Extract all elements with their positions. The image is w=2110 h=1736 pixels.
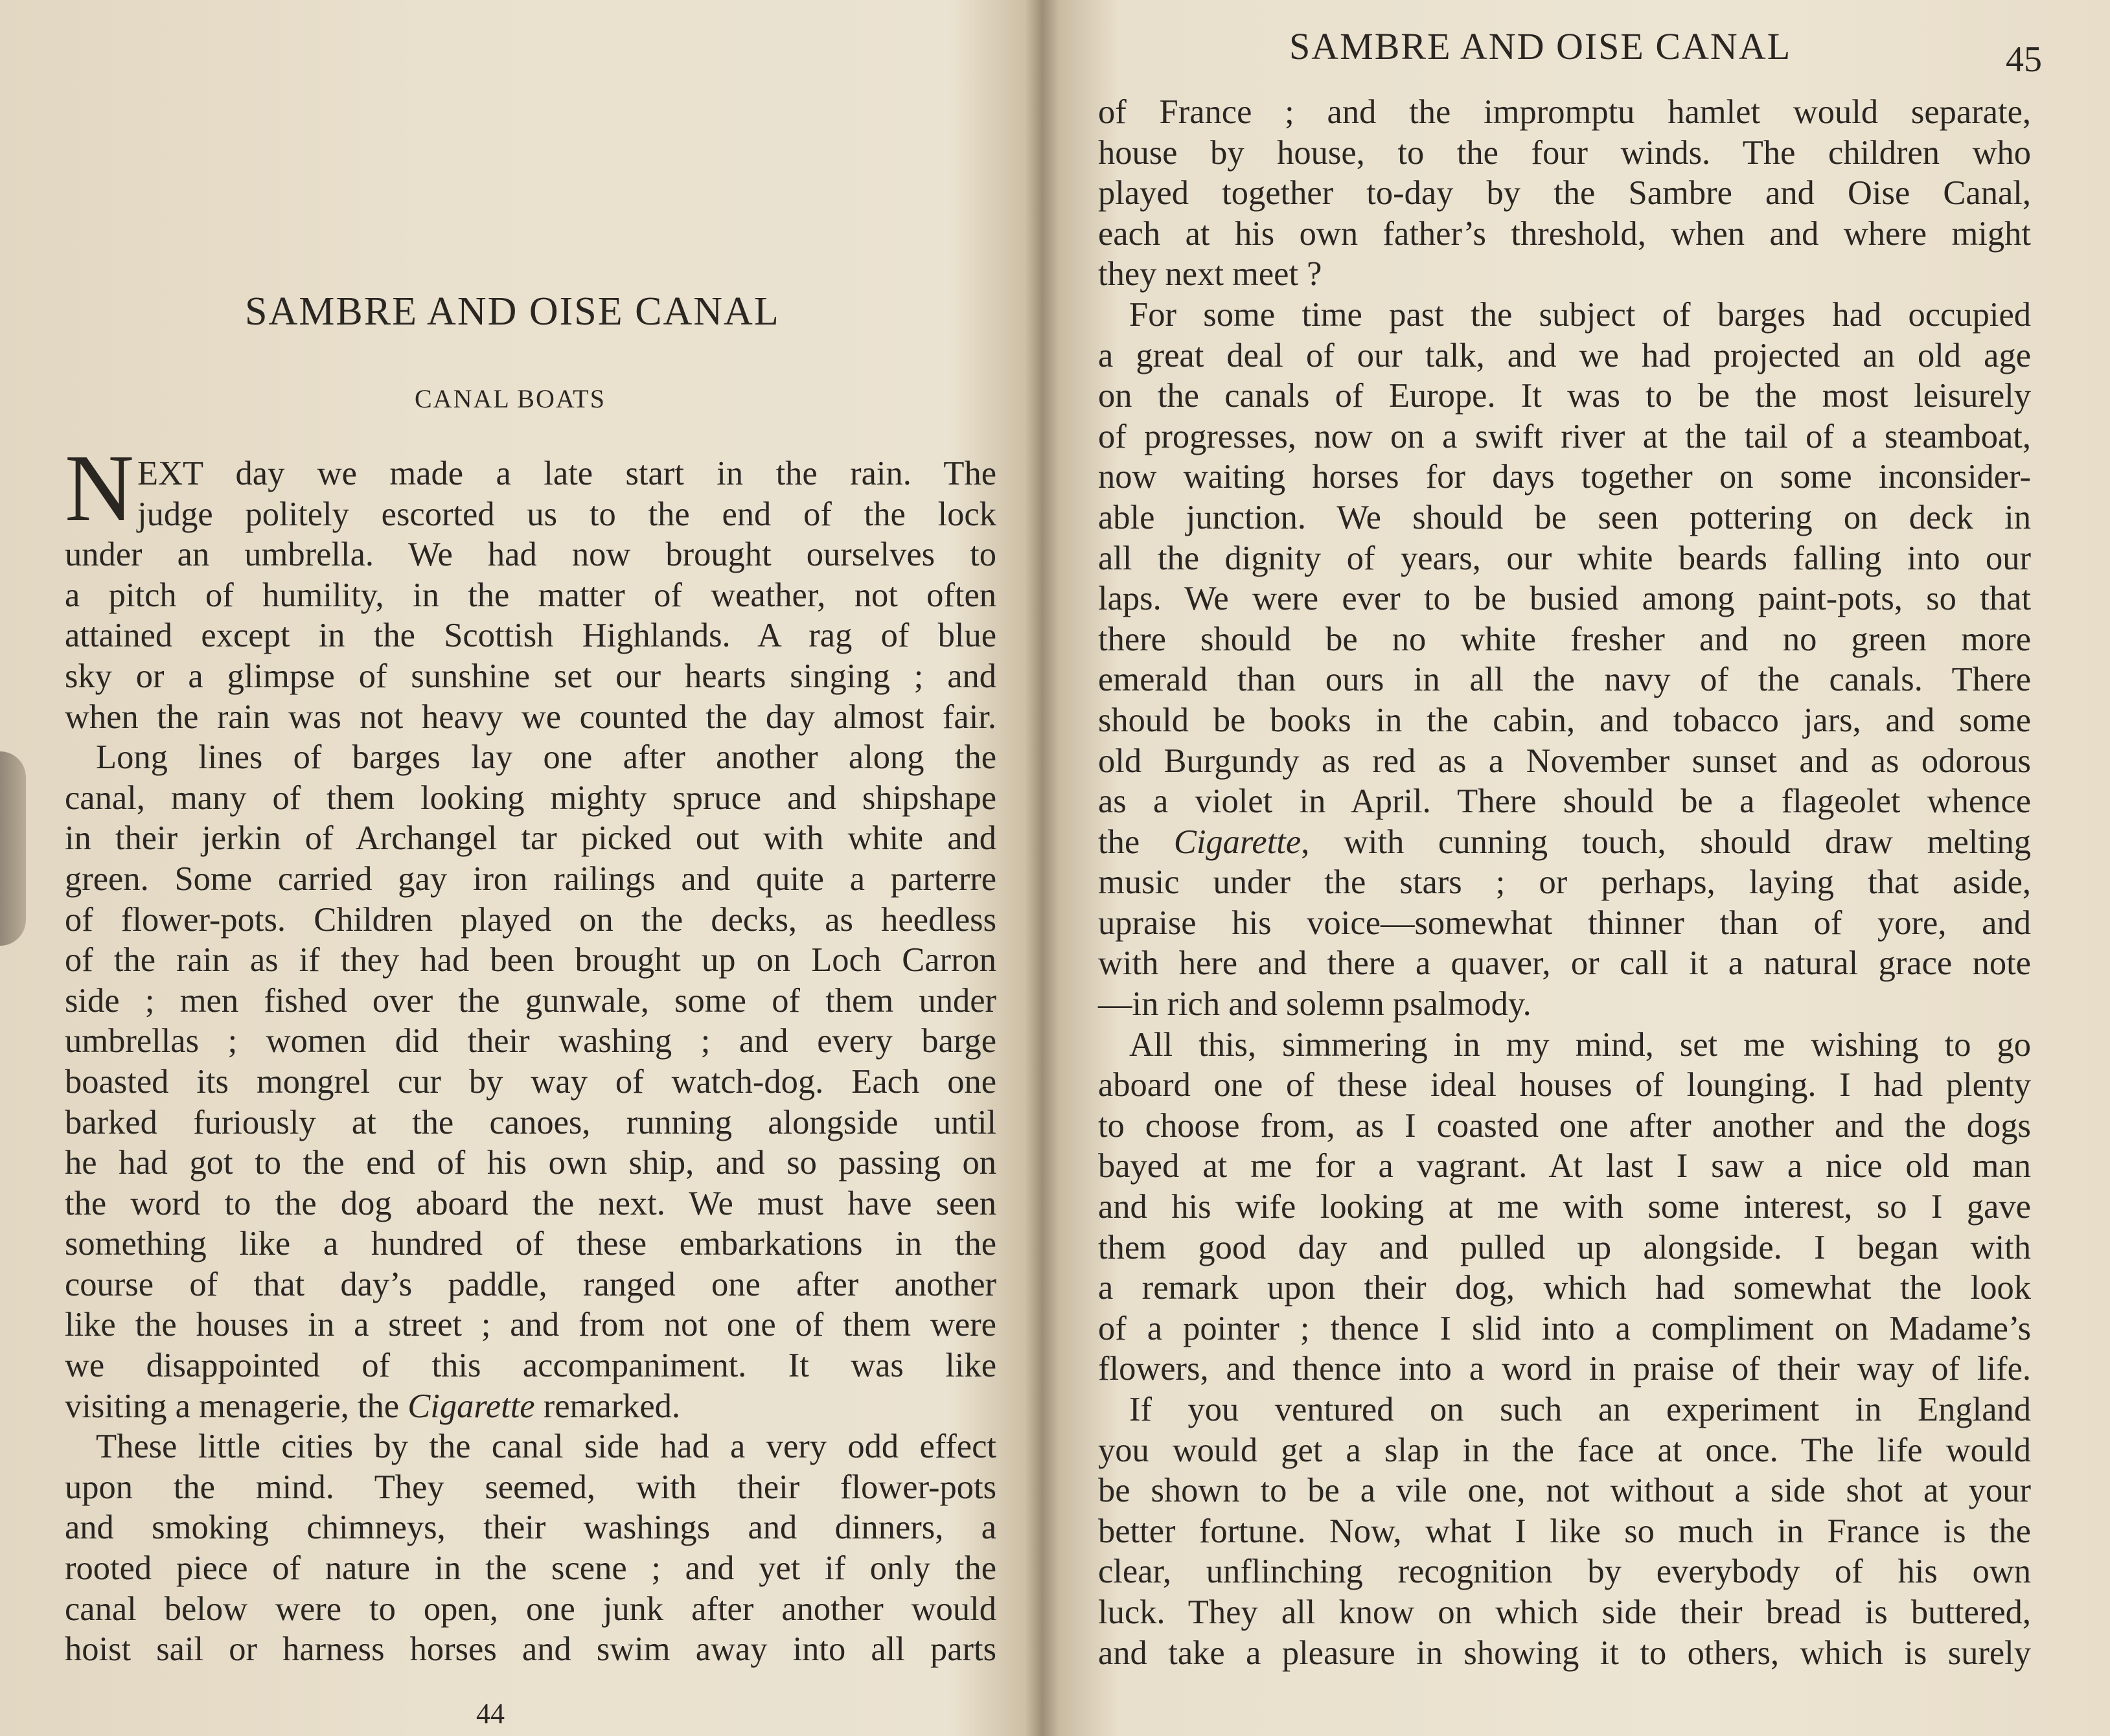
text-line: —in rich and solemn psalmody. <box>1098 985 1531 1023</box>
text-line: emerald than ours in all the navy of the canals. There <box>1098 661 2031 699</box>
text-line: For some time past the subject of barges had occupied <box>1129 295 2031 334</box>
page-number: 45 <box>2006 40 2042 80</box>
text-line: laps. We were ever to be busied among paint-pots, so that <box>1098 580 2031 618</box>
text-line: of flower-pots. Children played on the decks, as heedless <box>65 900 996 939</box>
text-fragment: visiting a menagerie, the <box>65 1387 408 1425</box>
text-line: and smoking chimneys, their washings and dinners, a <box>65 1509 996 1547</box>
right-page-body <box>1098 92 2031 1673</box>
text-line: of France ; and the impromptu hamlet would separate, <box>1098 93 2031 131</box>
text-line: the word to the dog aboard the next. We must have seen <box>65 1184 996 1222</box>
text-line: upon the mind. They seemed, with their flower-pots <box>65 1468 996 1506</box>
text-line: umbrellas ; women did their washing ; and every barge <box>65 1022 996 1060</box>
text-line: like the houses in a street ; and from not one of them were <box>65 1306 996 1344</box>
italic-boat-name: Cigarette <box>407 1387 535 1425</box>
text-line: canal, many of them looking mighty spruce and shipshape <box>65 779 996 817</box>
text-line: there should be no white fresher and no green more <box>1098 620 2031 658</box>
text-line: Long lines of barges lay one after another along the <box>96 738 996 777</box>
text-line: of progresses, now on a swift river at the tail of a steamboat, <box>1098 417 2031 455</box>
left-page <box>0 0 1043 1736</box>
text-line: in their jerkin of Archangel tar picked out with white and <box>65 819 996 858</box>
left-page-body <box>65 435 996 1670</box>
section-title: CANAL BOATS <box>415 384 606 413</box>
text-line: you would get a slap in the face at once. The life would <box>1098 1431 2031 1469</box>
text-line: a great deal of our talk, and we had projected an old age <box>1098 336 2031 374</box>
text-line: and his wife looking at me with some interest, so I gave <box>1098 1188 2031 1226</box>
right-page <box>1069 0 2110 1736</box>
text-line <box>65 1386 996 1427</box>
text-line: upraise his voice—somewhat thinner than of yore, and <box>1098 904 2031 942</box>
text-fragment: the <box>1098 823 1174 861</box>
text-line: and take a pleasure in showing it to others, which is surely <box>1098 1634 2031 1672</box>
text-line: side ; men fished over the gunwale, some of them under <box>65 981 996 1020</box>
text-line: of a pointer ; thence I slid into a compliment on Madame’s <box>1098 1309 2031 1347</box>
text-line: judge politely escorted us to the end of the lock <box>137 495 996 533</box>
text-line: a pitch of humility, in the matter of weather, not often <box>65 576 996 614</box>
text-line: played together to-day by the Sambre and Oise Canal, <box>1098 174 2031 212</box>
text-line: on the canals of Europe. It was to be the most leisurely <box>1098 377 2031 415</box>
text-line: them good day and pulled up alongside. I began with <box>1098 1228 2031 1266</box>
text-fragment: remarked. <box>534 1387 681 1425</box>
running-head: SAMBRE AND OISE CANAL <box>1289 25 1792 67</box>
text-line: they next meet ? <box>1098 255 1322 293</box>
chapter-title: SAMBRE AND OISE CANAL <box>245 290 780 334</box>
text-line: when the rain was not heavy we counted the day almost fair. <box>65 698 996 736</box>
text-line: boasted its mongrel cur by way of watch-dog. Each one <box>65 1062 996 1101</box>
text-line: should be books in the cabin, and tobacco jars, and some <box>1098 701 2031 739</box>
text-line: something like a hundred of these embarkations in the <box>65 1225 996 1263</box>
text-line: all the dignity of years, our white beards falling into our <box>1098 539 2031 577</box>
text-line: EXT day we made a late start in the rain. The <box>137 455 996 492</box>
text-fragment: , with cunning touch, should draw melting <box>1301 823 2031 861</box>
text-line: to choose from, as I coasted one after another and the dogs <box>1098 1106 2031 1145</box>
text-line: under an umbrella. We had now brought ourselves to <box>65 536 996 574</box>
text-line: aboard one of these ideal houses of lounging. I had plenty <box>1098 1066 2031 1104</box>
text-line: old Burgundy as red as a November sunset and as odorous <box>1098 742 2031 780</box>
text-line: hoist sail or harness horses and swim away into all parts <box>65 1630 996 1669</box>
text-line: he had got to the end of his own ship, and so passing on <box>65 1144 996 1182</box>
text-line: house by house, to the four winds. The children who <box>1098 133 2031 172</box>
text-line <box>1098 822 2031 863</box>
text-line: now waiting horses for days together on some inconsider- <box>1098 458 2031 496</box>
text-line: able junction. We should be seen pottering on deck in <box>1098 498 2031 536</box>
italic-boat-name: Cigarette <box>1173 823 1302 861</box>
text-line: All this, simmering in my mind, set me wishing to go <box>1129 1025 2031 1064</box>
text-line: as a violet in April. There should be a flageolet whence <box>1098 782 2031 821</box>
text-line: each at his own father’s threshold, when and where might <box>1098 214 2031 253</box>
text-line: rooted piece of nature in the scene ; and yet if only the <box>65 1549 996 1588</box>
text-line: canal below were to open, one junk after another would <box>65 1590 996 1628</box>
text-line: green. Some carried gay iron railings and quite a parterre <box>65 860 996 898</box>
text-line: flowers, and thence into a word in praise of their way of life. <box>1098 1350 2031 1388</box>
text-line: luck. They all know on which side their bread is buttered, <box>1098 1593 2031 1631</box>
text-line: These little cities by the canal side had a very odd effect <box>96 1428 996 1466</box>
text-line: better fortune. Now, what I like so much in France is the <box>1098 1512 2031 1550</box>
drop-cap: N <box>65 435 134 542</box>
text-line: of the rain as if they had been brought up on Loch Carron <box>65 941 996 979</box>
text-line: we disappointed of this accompaniment. It was like <box>65 1347 996 1385</box>
text-line: clear, unflinching recognition by everybody of his own <box>1098 1553 2031 1591</box>
text-line: barked furiously at the canoes, running alongside until <box>65 1103 996 1141</box>
text-line: bayed at me for a vagrant. At last I saw a nice old man <box>1098 1147 2031 1185</box>
text-line: a remark upon their dog, which had somewhat the look <box>1098 1269 2031 1307</box>
page-number: 44 <box>476 1698 505 1730</box>
text-line: music under the stars ; or perhaps, laying that aside, <box>1098 863 2031 902</box>
text-line: sky or a glimpse of sunshine set our hearts singing ; and <box>65 657 996 695</box>
text-line: If you ventured on such an experiment in England <box>1129 1391 2031 1428</box>
text-line: with here and there a quaver, or call it a natural grace note <box>1098 944 2031 983</box>
text-line: attained except in the Scottish Highlands. A rag of blue <box>65 617 996 655</box>
text-line: course of that day’s paddle, ranged one after another <box>65 1265 996 1303</box>
text-line: be shown to be a vile one, not without a side shot at your <box>1098 1472 2031 1510</box>
